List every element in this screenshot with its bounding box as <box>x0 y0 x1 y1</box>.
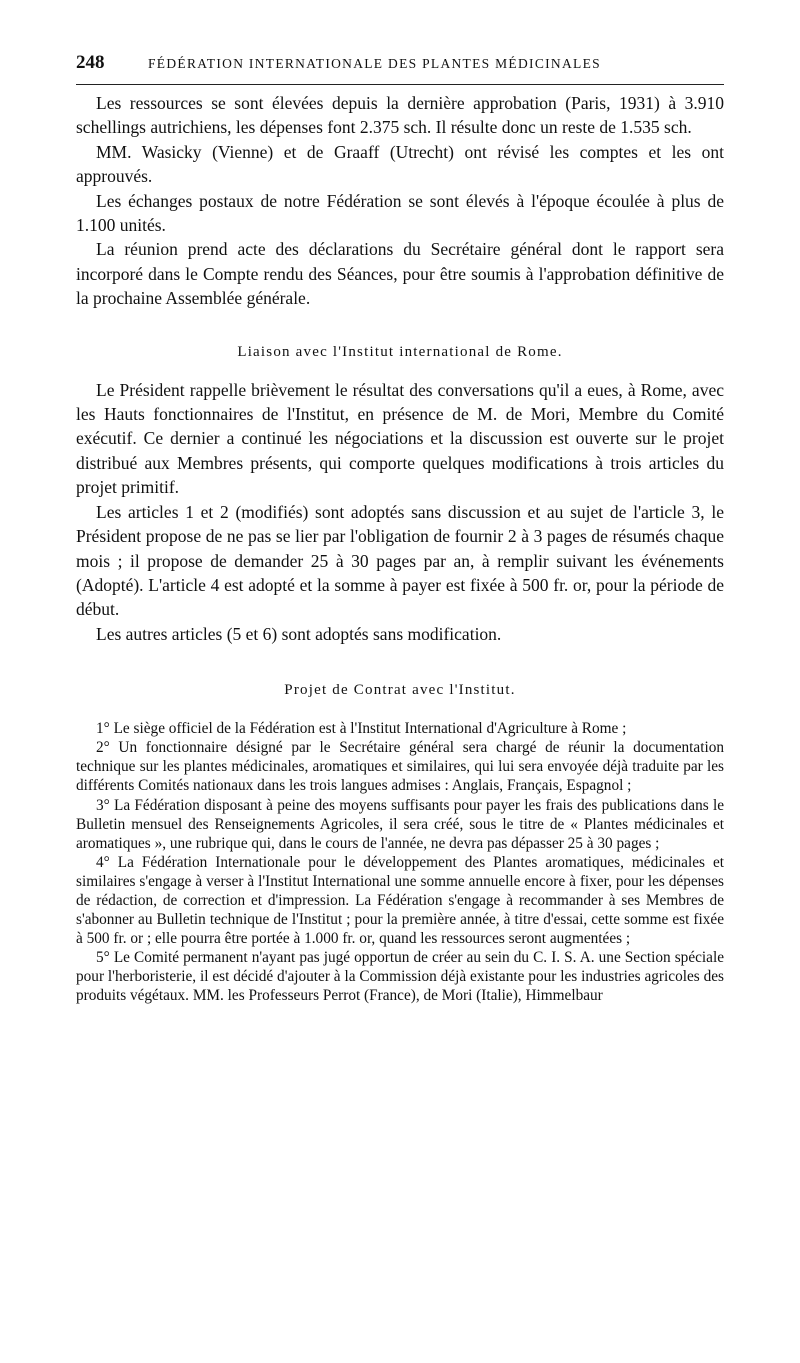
paragraph: MM. Wasicky (Vienne) et de Graaff (Utrecht) ont révisé les comptes et les ont approuvés. <box>76 141 724 187</box>
article-item: 3° La Fédération disposant à peine des moyens suffisants pour payer les frais des publications dans le Bulletin mensuel des Renseignements Agricoles, il sera créé, sous le titre de « Plantes médicinales et aromatiques », une rubrique qui, dans le cours de l'année, ne devra pas dépasser 25 à 30 pages ; <box>76 796 724 852</box>
contract-articles <box>76 719 724 1005</box>
page-header <box>76 52 724 84</box>
running-title: FÉDÉRATION INTERNATIONALE DES PLANTES MÉDICINALES <box>148 56 601 71</box>
page-number: 248 <box>76 52 105 73</box>
paragraph: Les échanges postaux de notre Fédération se sont élevés à l'époque écoulée à plus de 1.100 unités. <box>76 190 724 236</box>
paragraph: Les articles 1 et 2 (modifiés) sont adoptés sans discussion et au sujet de l'article 3, le Président propose de ne pas se lier par l'obligation de fournir 2 à 3 pages de résumés chaque mois ; il propose de demander 25 à 30 pages par an, à remplir suivant les événements (Adopté). L'article 4 est adopté et la somme à payer est fixée à 500 fr. or, pour la période de début. <box>76 501 724 620</box>
article-item: 2° Un fonctionnaire désigné par le Secrétaire général sera chargé de réunir la documentation technique sur les plantes médicinales, aromatiques et similaires, qui lui sera envoyée déjà traduite par les différents Comités nationaux dans les trois langues admises : Anglais, Français, Espagnol ; <box>76 739 724 795</box>
article-item: 4° La Fédération Internationale pour le développement des Plantes aromatiques, médicinales et similaires s'engage à verser à l'Institut International une somme annuelle encore à fixer, pour les dépenses de rédaction, de correction et d'impression. La Fédération s'engage à recommander à ses Membres de s'abonner au Bulletin technique de l'Institut ; pour la première année, à titre d'essai, cette somme est fixée à 500 fr. or ; elle pourra être portée à 1.000 fr. or, quand les ressources seront augmentées ; <box>76 853 724 948</box>
section1-body <box>76 378 724 646</box>
section-heading: Liaison avec l'Institut international de Rome. <box>237 343 563 360</box>
article-item: 5° Le Comité permanent n'ayant pas jugé opportun de créer au sein du C. I. S. A. une Section spéciale pour l'herboristerie, il est décidé d'ajouter à la Commission déjà existante pour les industries agricoles des produits végétaux. MM. les Professeurs Perrot (France), de Mori (Italie), Himmelbaur <box>76 949 724 1005</box>
section-heading: Projet de Contrat avec l'Institut. <box>284 682 516 699</box>
header-rule <box>76 84 724 85</box>
paragraph: Le Président rappelle brièvement le résultat des conversations qu'il a eues, à Rome, avec les Hauts fonctionnaires de l'Institut, en présence de M. de Mori, Membre du Comité exécutif. Ce dernier a continué les négociations et la discussion est ouverte sur le projet distribué aux Membres présents, qui comporte quelques modifications à trois articles du projet primitif. <box>76 379 724 498</box>
article-item: 1° Le siège officiel de la Fédération est à l'Institut International d'Agriculture à Rome ; <box>96 720 627 738</box>
paragraph: Les autres articles (5 et 6) sont adoptés sans modification. <box>96 623 502 644</box>
intro-block <box>76 91 724 311</box>
paragraph: La réunion prend acte des déclarations du Secrétaire général dont le rapport sera incorporé dans le Compte rendu des Séances, pour être soumis à l'approbation définitive de la prochaine Assemblée générale. <box>76 239 724 309</box>
paragraph: Les ressources se sont élevées depuis la dernière approbation (Paris, 1931) à 3.910 schellings autrichiens, les dépenses font 2.375 sch. Il résulte donc un reste de 1.535 sch. <box>76 93 724 138</box>
